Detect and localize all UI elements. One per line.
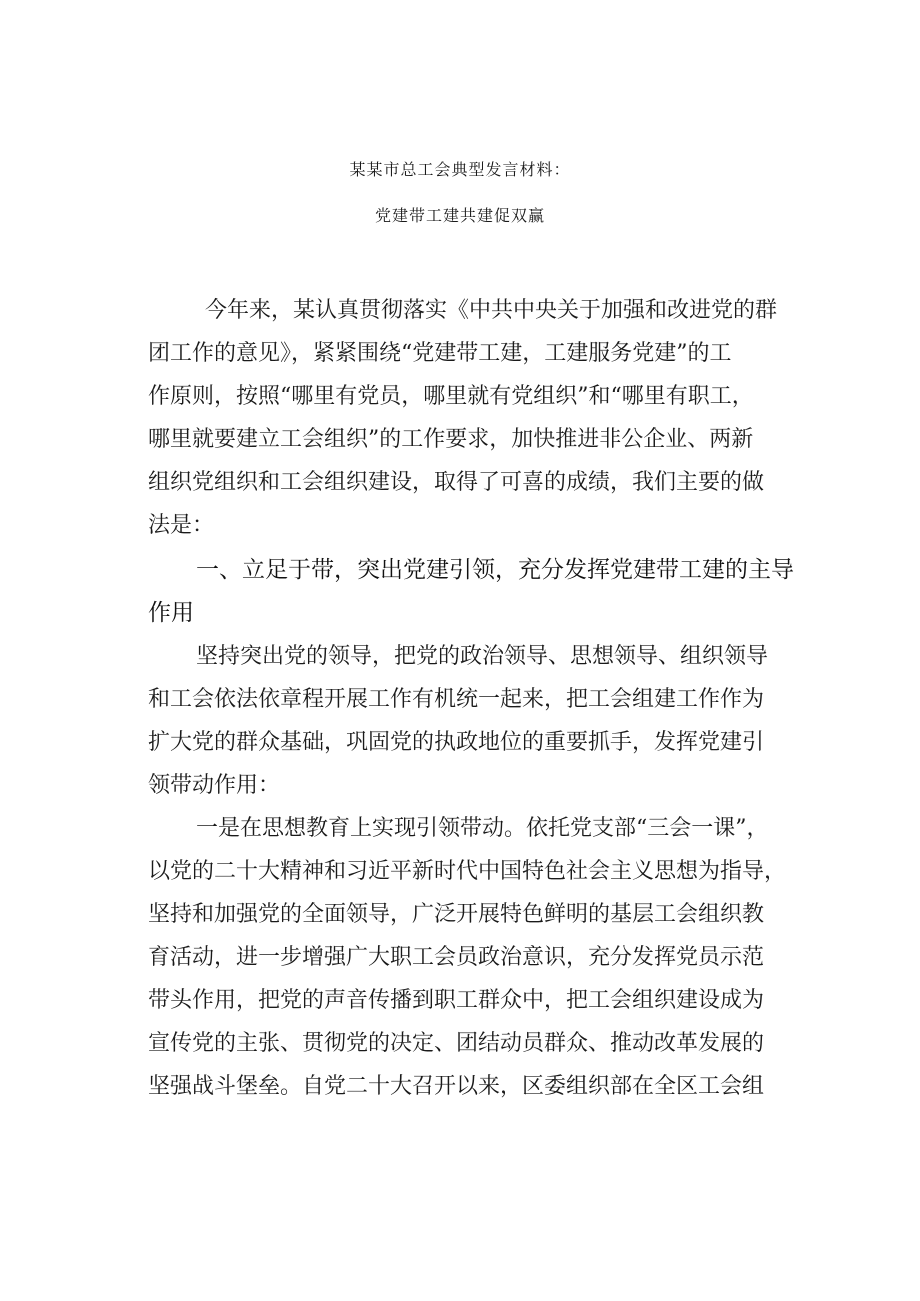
document-title-line-2: 党建带工建共建促双赢: [374, 206, 545, 225]
intro-line: 团工作的意见》，紧紧围绕“党建带工建，工建服务党建”的工: [148, 341, 732, 366]
section-paragraph-line: 领带动作用：: [148, 773, 281, 798]
intro-line: 今年来，某认真贯彻落实《中共中央关于加强和改进党的群: [205, 298, 778, 323]
intro-line: 作原则，按照“哪里有党员，哪里就有党组织”和“哪里有职工，: [148, 384, 754, 409]
point-paragraph-line: 坚持和加强党的全面领导，广泛开展特色鲜明的基层工会组织教: [148, 902, 765, 927]
point-paragraph-line: 带头作用，把党的声音传播到职工群众中，把工会组织建设成为: [148, 988, 765, 1013]
point-paragraph-line: 一是在思想教育上实现引领带动。依托党支部“三会一课”，: [196, 816, 769, 841]
document-title-line-1: 某某市总工会典型发言材料：: [349, 160, 571, 179]
section-heading-line-1: 一、立足于带，突出党建引领，充分发挥党建带工建的主导: [196, 557, 794, 583]
intro-line: 组织党组织和工会组织建设，取得了可喜的成绩，我们主要的做: [148, 470, 765, 495]
point-paragraph-line: 以党的二十大精神和习近平新时代中国特色社会主义思想为指导，: [148, 859, 787, 884]
section-paragraph-line: 坚持突出党的领导，把党的政治领导、思想领导、组织领导: [196, 644, 769, 669]
point-paragraph-line: 坚强战斗堡垒。自党二十大召开以来，区委组织部在全区工会组: [148, 1074, 765, 1099]
section-paragraph-line: 和工会依法依章程开展工作有机统一起来，把工会组建工作作为: [148, 687, 765, 712]
point-paragraph-line: 育活动，进一步增强广大职工会员政治意识，充分发挥党员示范: [148, 945, 765, 970]
intro-line: 哪里就要建立工会组织”的工作要求，加快推进非公企业、两新: [148, 427, 754, 452]
section-heading-line-2: 作用: [148, 600, 194, 626]
intro-line: 法是：: [148, 513, 215, 538]
point-paragraph-line: 宣传党的主张、贯彻党的决定、团结动员群众、推动改革发展的: [148, 1031, 765, 1056]
section-paragraph-line: 扩大党的群众基础，巩固党的执政地位的重要抓手，发挥党建引: [148, 730, 765, 755]
